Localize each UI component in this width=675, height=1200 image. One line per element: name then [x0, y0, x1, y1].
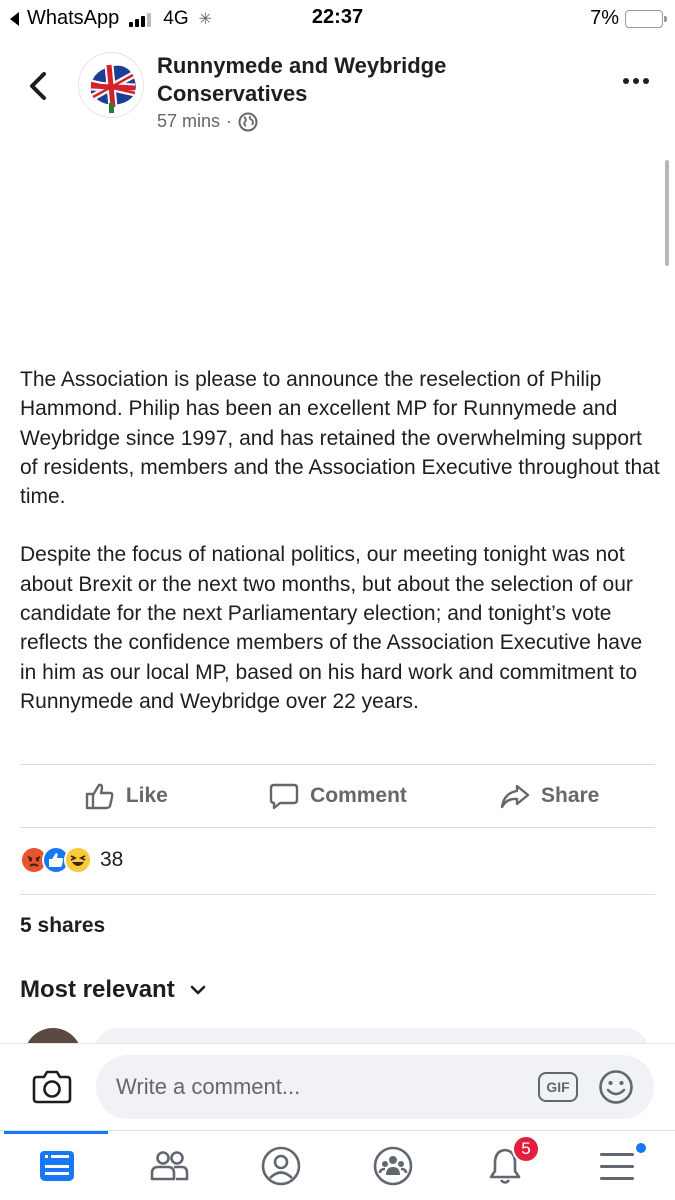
commenter-avatar[interactable]: [24, 1028, 82, 1044]
back-to-app[interactable]: [10, 7, 212, 30]
news-feed-icon: [36, 1145, 78, 1187]
reaction-summary[interactable]: [20, 846, 123, 874]
hamburger-menu-icon: [596, 1145, 638, 1187]
profile-icon: [260, 1145, 302, 1187]
chevron-down-icon: [189, 984, 207, 996]
loading-spinner-icon: ✳: [198, 10, 213, 28]
tab-profile[interactable]: [226, 1131, 336, 1200]
page-name[interactable]: Runnymede and Weybridge Conservatives: [157, 53, 447, 106]
notification-badge: 5: [512, 1135, 540, 1163]
post-paragraph: Despite the focus of national politics, our meeting tonight was not about Brexit or the next two months, but about the selection of our candidate for the next Parliamentary election; and tonight’s vote reflects the confidence members of the Association Executive have in him as our local MP, based on his hard work and commitment to Runnymede and Weybridge over 22 years.: [20, 543, 643, 713]
menu-new-indicator: [634, 1141, 648, 1155]
like-button[interactable]: [20, 765, 232, 827]
divider: [20, 894, 655, 895]
comment-bubble[interactable]: [94, 1028, 649, 1044]
comment-composer: [0, 1043, 675, 1129]
meta-separator: ·: [226, 111, 233, 131]
back-triangle-icon: [10, 12, 19, 26]
tab-news-feed[interactable]: [2, 1131, 112, 1200]
battery-percent: 7%: [590, 7, 619, 29]
emoji-icon[interactable]: [598, 1069, 634, 1105]
battery-icon: [625, 10, 663, 28]
network-label: 4G: [163, 7, 189, 29]
sort-label: Most relevant: [20, 976, 175, 1003]
share-button[interactable]: [443, 765, 655, 827]
conservative-tree-logo-icon: [79, 53, 144, 118]
post-actions: [20, 765, 655, 827]
gif-button[interactable]: GIF: [538, 1072, 578, 1102]
back-app-label: WhatsApp: [27, 7, 120, 29]
back-chevron-icon[interactable]: [24, 68, 54, 104]
share-count[interactable]: 5 shares: [20, 914, 106, 937]
post-time[interactable]: 57 mins: [157, 111, 221, 131]
thumbs-up-icon: [84, 780, 116, 812]
post-meta: [157, 111, 258, 132]
post-paragraph: The Association is please to announce the reselection of Philip Hammond. Philip has been an excellent MP for Runnymede and Weybridge since 1997, and has retained the overwhelming support of residents, members and the Association Executive throughout that time.: [20, 368, 660, 509]
comment-bubble-icon: [268, 780, 300, 812]
divider: [20, 827, 655, 828]
friends-icon: [148, 1145, 190, 1187]
more-options-icon[interactable]: [623, 78, 649, 84]
share-arrow-icon: [499, 780, 531, 812]
comment-sort-selector[interactable]: [20, 976, 207, 1004]
bottom-tab-bar: [0, 1130, 675, 1200]
page-avatar[interactable]: [78, 52, 144, 118]
tab-friends[interactable]: [114, 1131, 224, 1200]
haha-reaction-icon: [64, 846, 92, 874]
comment-preview: [24, 1028, 654, 1044]
post-header: [0, 48, 675, 148]
camera-icon[interactable]: [32, 1068, 72, 1104]
tab-groups[interactable]: [338, 1131, 448, 1200]
scroll-indicator: [665, 160, 669, 266]
tab-menu[interactable]: [562, 1131, 672, 1200]
tab-notifications[interactable]: [450, 1131, 560, 1200]
clock: 22:37: [311, 6, 364, 28]
share-label: Share: [540, 784, 600, 807]
globe-icon: [238, 112, 258, 132]
signal-icon: [129, 11, 151, 27]
comment-label: Comment: [310, 784, 407, 807]
reaction-count: 38: [100, 848, 124, 871]
comment-button[interactable]: [232, 765, 444, 827]
status-bar: [0, 0, 675, 36]
like-label: Like: [125, 784, 168, 807]
groups-icon: [372, 1145, 414, 1187]
battery-status: [590, 7, 663, 30]
post-text: [20, 365, 660, 745]
